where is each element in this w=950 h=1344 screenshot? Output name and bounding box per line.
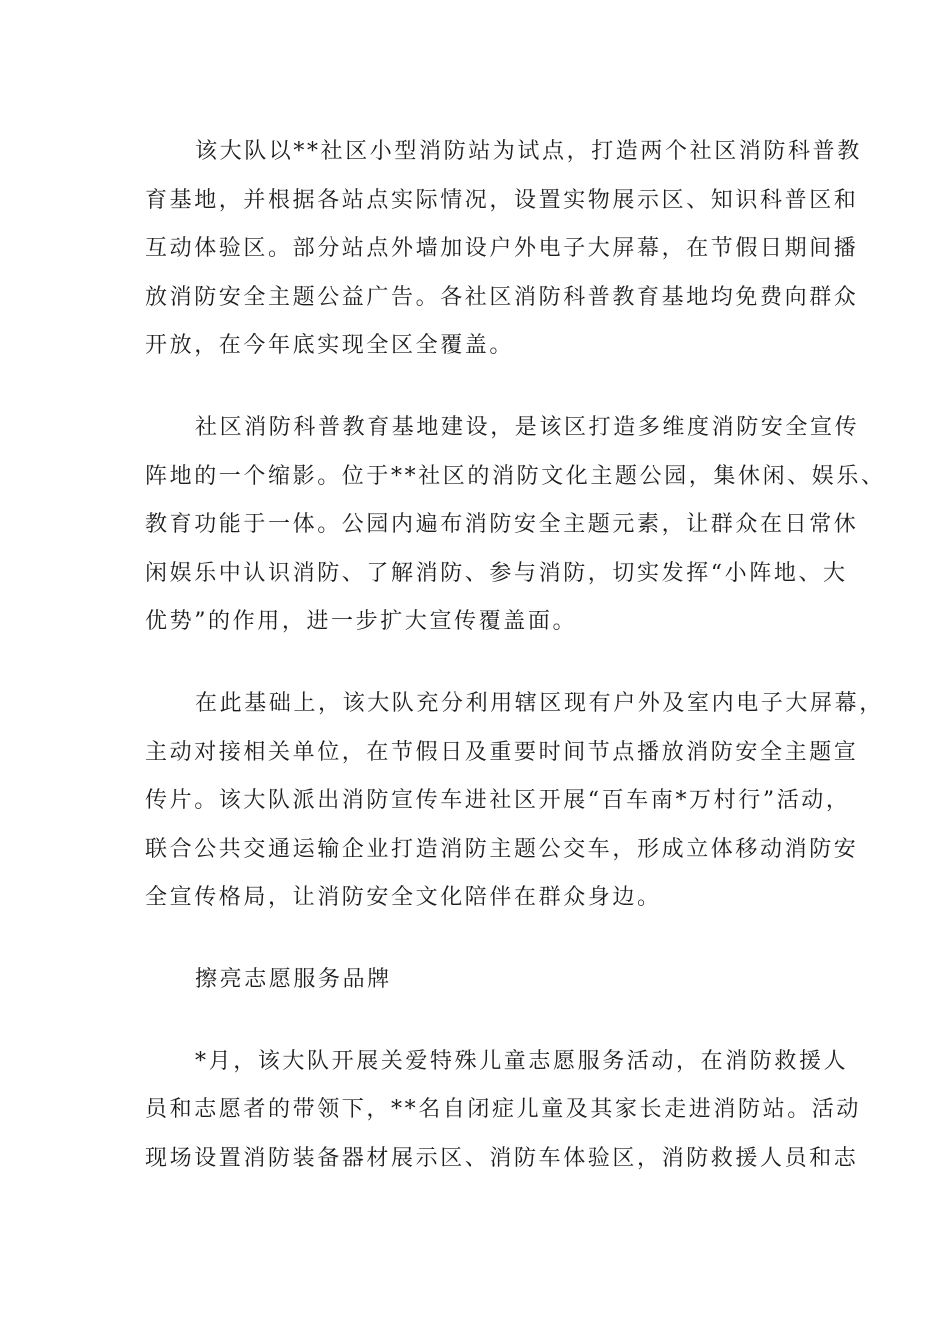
paragraph [145, 128, 862, 371]
text-line: 互动体验区。部分站点外墙加设户外电子大屏幕，在节假日期间播 [145, 236, 859, 262]
paragraph [145, 404, 886, 647]
text-line: *月，该大队开展关爱特殊儿童志愿服务活动，在消防救援人 [195, 1048, 849, 1074]
paragraph [145, 680, 884, 923]
text-line: 全宣传格局，让消防安全文化陪伴在群众身边。 [145, 885, 662, 911]
text-line: 该大队以**社区小型消防站为试点，打造两个社区消防科普教 [195, 139, 862, 164]
text-line: 闲娱乐中认识消防、了解消防、参与消防，切实发挥“小阵地、大 [145, 560, 848, 586]
text-line: 育基地，并根据各站点实际情况，设置实物展示区、知识科普区和 [145, 187, 859, 213]
text-line: 联合公共交通运输企业打造消防主题公交车，形成立体移动消防安 [145, 836, 859, 862]
paragraph-spacer [145, 371, 810, 404]
paragraph [145, 1038, 862, 1184]
paragraph-spacer [145, 1005, 810, 1038]
text-line: 擦亮志愿服务品牌 [195, 966, 392, 992]
paragraph-spacer [145, 647, 810, 680]
text-line: 在此基础上，该大队充分利用辖区现有户外及室内电子大屏幕， [195, 690, 884, 716]
text-line: 阵地的一个缩影。位于**社区的消防文化主题公园，集休闲、娱乐、 [145, 463, 886, 489]
text-line: 社区消防科普教育基地建设，是该区打造多维度消防安全宣传 [195, 414, 860, 440]
section-heading [145, 956, 810, 1005]
text-line: 员和志愿者的带领下，**名自闭症儿童及其家长走进消防站。活动 [145, 1097, 862, 1123]
paragraph-spacer [145, 923, 810, 956]
text-line: 放消防安全主题公益广告。各社区消防科普教育基地均免费向群众 [145, 284, 859, 310]
text-line: 主动对接相关单位，在节假日及重要时间节点播放消防安全主题宣 [145, 739, 859, 765]
text-line: 现场设置消防装备器材展示区、消防车体验区，消防救援人员和志 [145, 1145, 859, 1171]
text-line: 传片。该大队派出消防宣传车进社区开展“百车南*万村行”活动， [145, 788, 851, 814]
text-line: 教育功能于一体。公园内遍布消防安全主题元素，让群众在日常休 [145, 512, 859, 538]
text-line: 开放，在今年底实现全区全覆盖。 [145, 333, 515, 359]
text-line: 优势”的作用，进一步扩大宣传覆盖面。 [145, 609, 578, 635]
document-body [145, 128, 886, 1183]
